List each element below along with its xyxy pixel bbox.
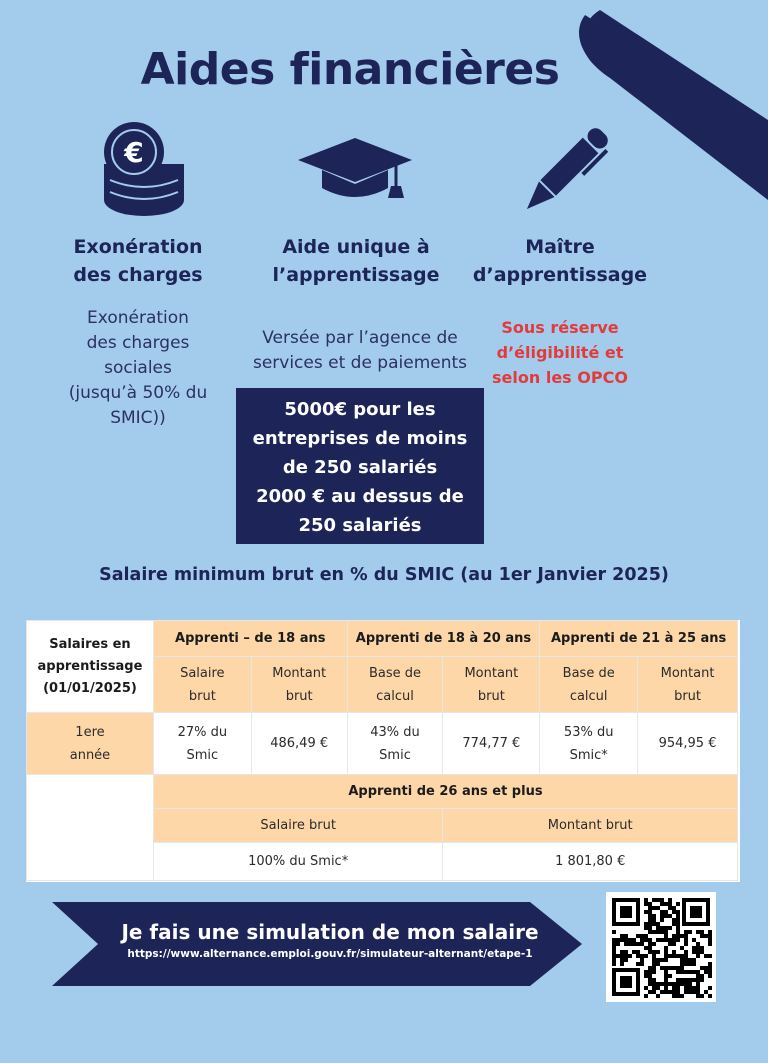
column-exoneration — [58, 120, 218, 224]
salary-section-title: Salaire minimum brut en % du SMIC (au 1er Janvier 2025) — [99, 565, 669, 585]
salary-table — [26, 620, 740, 882]
group-header: Apprenti de 21 à 25 ans — [540, 621, 738, 657]
group-header: Apprenti de 18 à 20 ans — [347, 621, 540, 657]
table-cell: 43% du Smic — [347, 713, 443, 775]
pen-icon — [508, 120, 618, 226]
table-cell: 486,49 € — [251, 713, 347, 775]
simulation-link[interactable]: https://www.alternance.emploi.gouv.fr/simulateur-alternant/etape-1 — [127, 948, 533, 960]
euro-coins-icon — [58, 120, 218, 220]
exoneration-title: Exonération des charges — [73, 236, 203, 286]
exoneration-description: Exonération des charges sociales (jusqu’à 50% du SMIC)) — [68, 308, 208, 428]
table-cell: 27% du Smic — [153, 713, 251, 775]
simulation-banner-text[interactable] — [120, 920, 540, 960]
eligibility-note: Sous réserve d’éligibilité et selon les OPCO — [492, 318, 628, 387]
maitre-title: Maître d’apprentissage — [472, 236, 648, 286]
row-label: 1ere année — [27, 713, 154, 775]
empty-cell — [27, 775, 154, 881]
sub-header-26: Montant brut — [443, 809, 738, 843]
page-title: Aides financières — [140, 44, 560, 95]
aide-unique-description: Versée par l’agence de services et de paiements — [252, 328, 468, 373]
sub-header: Montant brut — [638, 657, 738, 713]
sub-header: Base de calcul — [347, 657, 443, 713]
table-cell: 100% du Smic* — [153, 843, 443, 881]
group-header: Apprenti – de 18 ans — [153, 621, 347, 657]
group-header-26: Apprenti de 26 ans et plus — [153, 775, 737, 809]
sub-header: Base de calcul — [540, 657, 638, 713]
simulation-title[interactable]: Je fais une simulation de mon salaire — [121, 920, 539, 944]
table-cell: 954,95 € — [638, 713, 738, 775]
qr-code-icon — [606, 892, 716, 1002]
sub-header: Montant brut — [251, 657, 347, 713]
sub-header: Montant brut — [443, 657, 540, 713]
aide-amount-box: 5000€ pour les entreprises de moins de 250 salariés 2000 € au dessus de 250 salariés — [236, 388, 484, 544]
table-cell: 53% du Smic* — [540, 713, 638, 775]
table-cell: 774,77 € — [443, 713, 540, 775]
qr-code — [606, 892, 716, 1002]
aide-unique-title: Aide unique à l’apprentissage — [272, 236, 440, 286]
table-cell: 1 801,80 € — [443, 843, 738, 881]
sub-header-26: Salaire brut — [153, 809, 443, 843]
row-header-cell: Salaires en apprentissage (01/01/2025) — [27, 621, 154, 713]
graduation-cap-icon — [296, 136, 414, 206]
svg-text:€: € — [124, 136, 144, 169]
sub-header: Salaire brut — [153, 657, 251, 713]
